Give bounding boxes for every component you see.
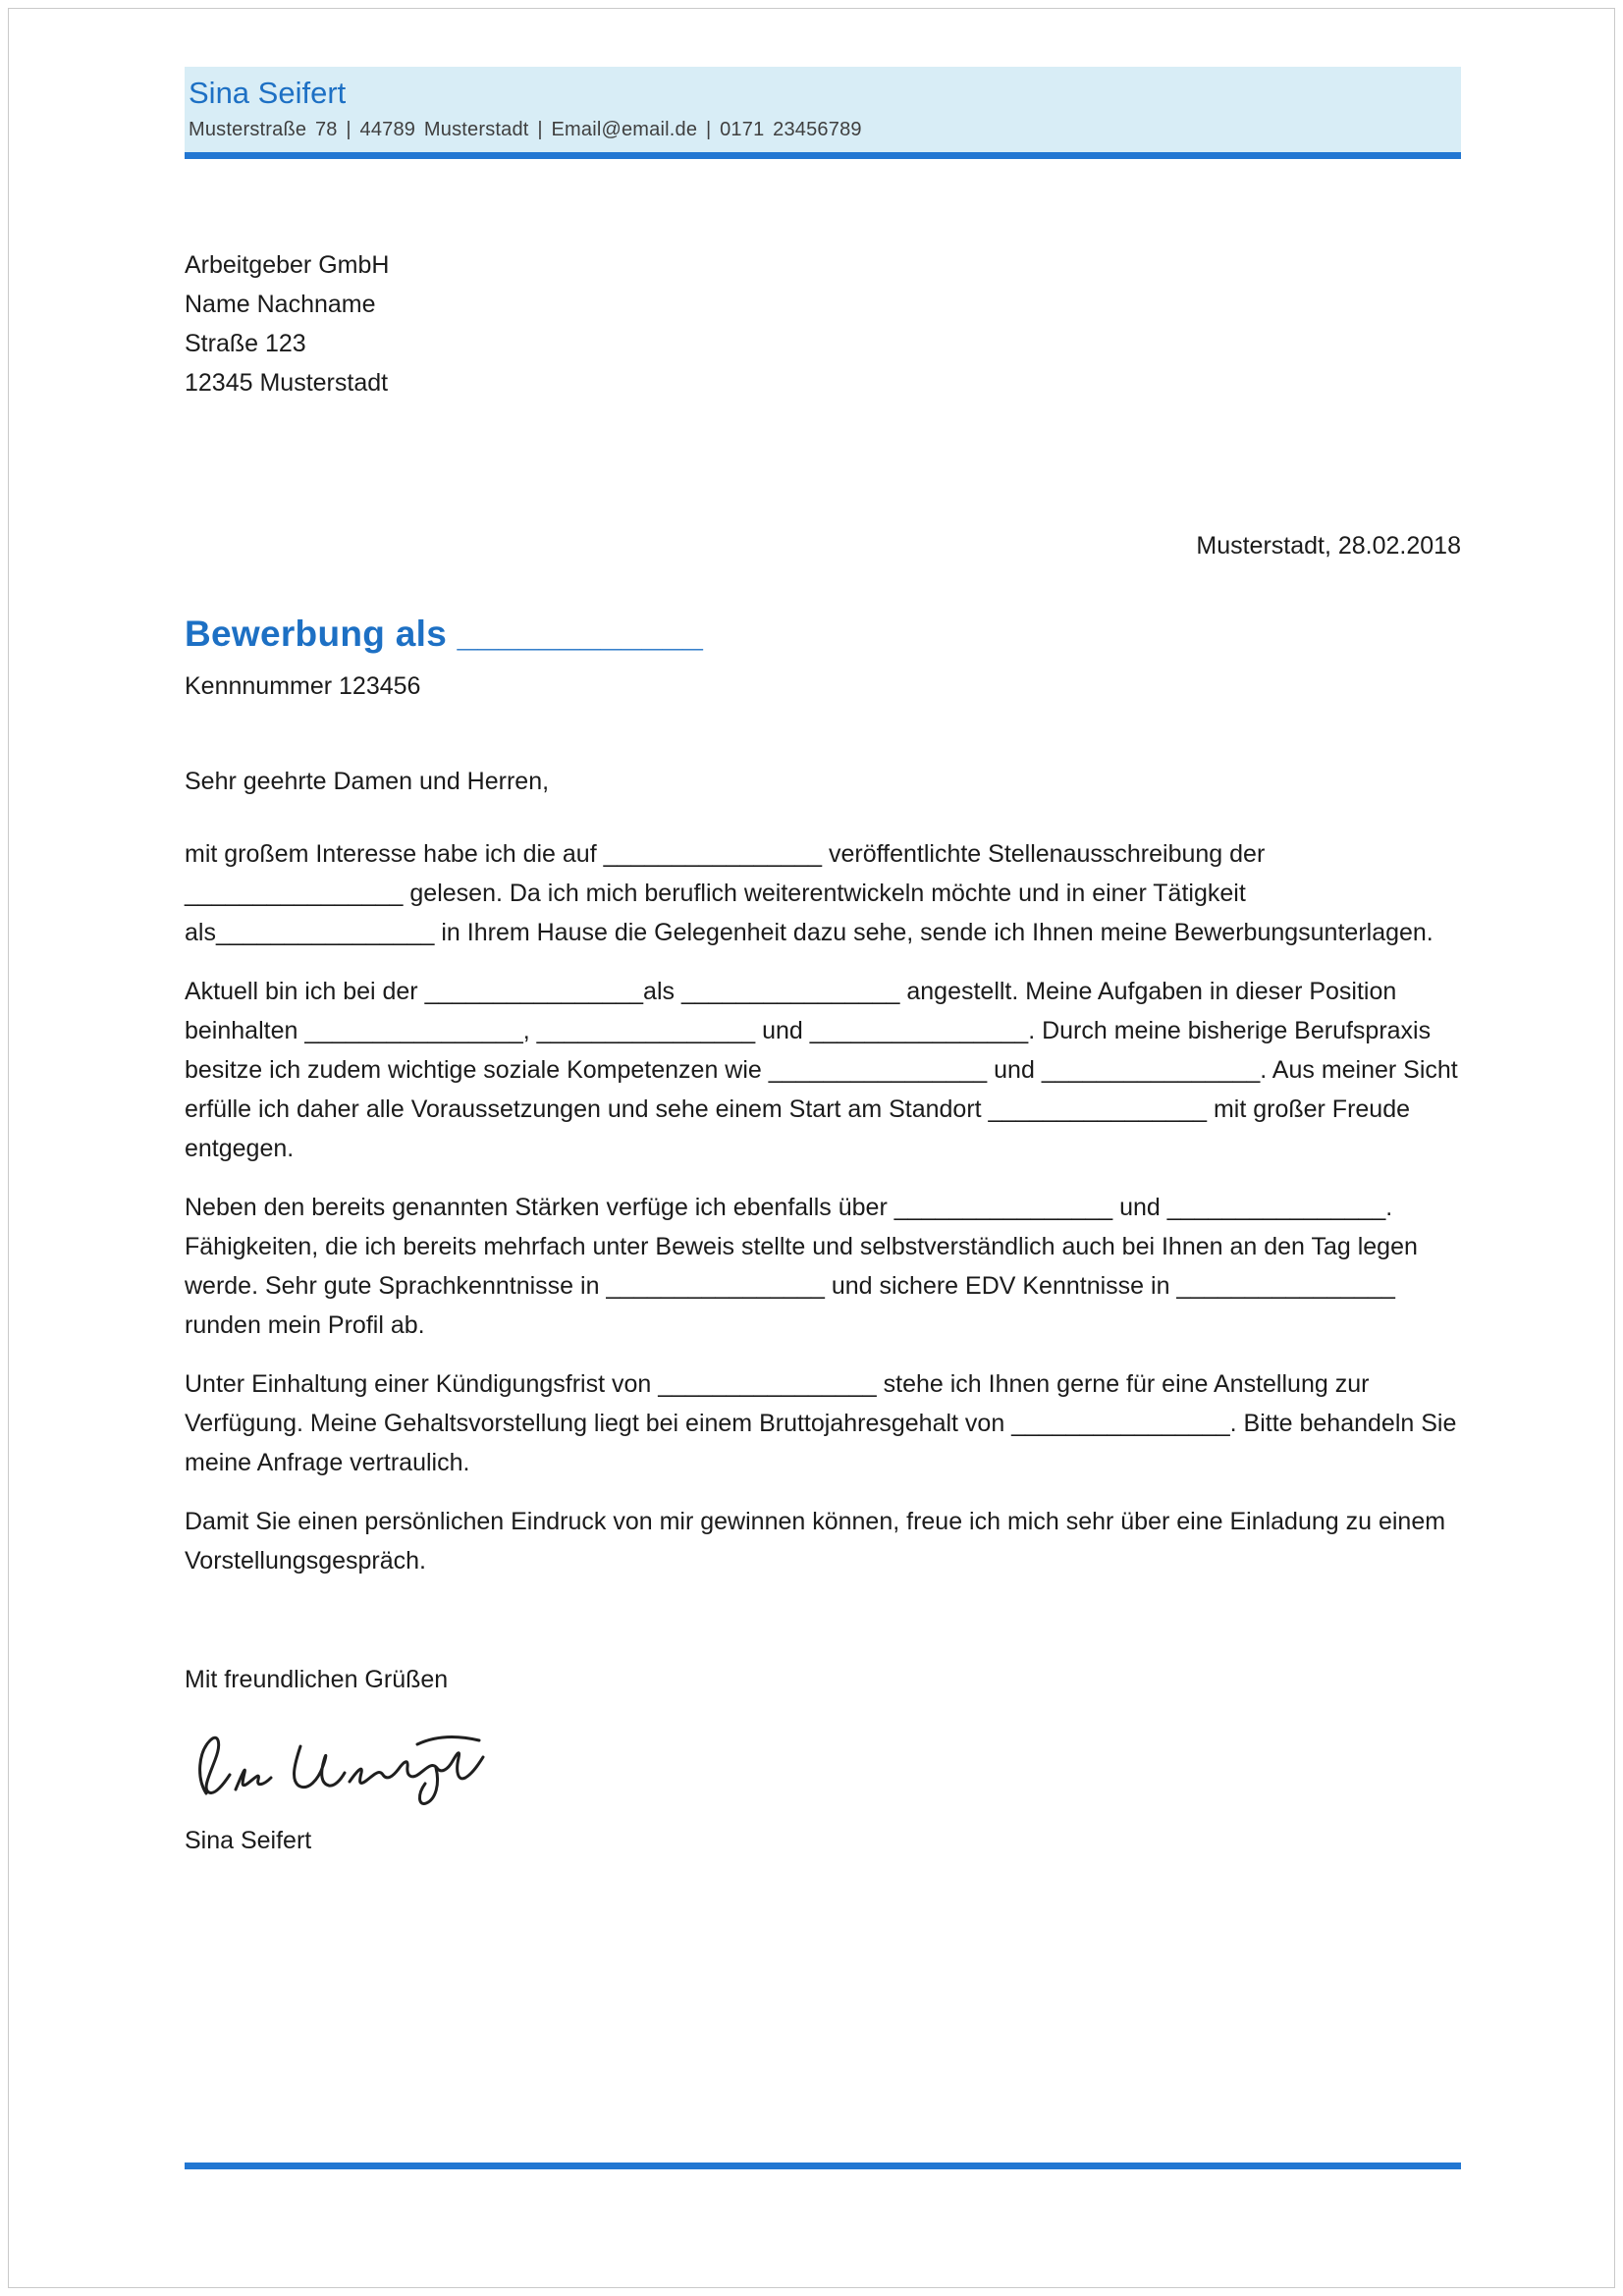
signature-strokes-icon: [185, 1717, 499, 1815]
letter-content: [185, 67, 1461, 1860]
letterhead: [185, 67, 1461, 159]
recipient-line-street: Straße 123: [185, 330, 306, 357]
body-paragraph-1: mit großem Interesse habe ich die auf ________________ veröffentlichte Stellenausschreibung der ________________ gelesen. Da ich mich beruflich weiterentwickeln möchte und in einer Tätigkeit als________________ in Ihrem Hause die Gelegenheit dazu sehe, sende ich Ihnen meine Bewerbungsunterlagen.: [185, 840, 1434, 946]
document-page: [8, 8, 1615, 2288]
recipient-line-name: Name Nachname: [185, 291, 376, 318]
sender-contact-line: Musterstraße 78 | 44789 Musterstadt | Email@email.de | 0171 23456789: [189, 119, 862, 140]
recipient-line-city: 12345 Musterstadt: [185, 369, 389, 397]
body-paragraph-5: Damit Sie einen persönlichen Eindruck von mir gewinnen können, freue ich mich sehr über eine Einladung zu einem Vorstellungsgespräch.: [185, 1508, 1446, 1575]
body-paragraph-4: Unter Einhaltung einer Kündigungsfrist von ________________ stehe ich Ihnen gerne für eine Anstellung zur Verfügung. Meine Gehaltsvorstellung liegt bei einem Bruttojahresgehalt von ________________. Bitte behandeln Sie meine Anfrage vertraulich.: [185, 1370, 1457, 1476]
footer-rule: [185, 2163, 1461, 2169]
salutation: Sehr geehrte Damen und Herren,: [185, 768, 550, 795]
closing-line: Mit freundlichen Grüßen: [185, 1666, 449, 1693]
handwritten-signature: [185, 1717, 1461, 1815]
date-line: Musterstadt, 28.02.2018: [1196, 532, 1461, 560]
reference-line: Kennnummer 123456: [185, 672, 421, 700]
subject-heading: Bewerbung als ____________: [185, 614, 704, 654]
body-paragraph-2: Aktuell bin ich bei der ________________als ________________ angestellt. Meine Aufgaben in dieser Position beinhalten ________________, ________________ und ________________. Durch meine bisherige Berufspraxis besitze ich zudem wichtige soziale Kompetenzen wie ________________ und ________________. Aus meiner Sicht erfülle ich daher alle Voraussetzungen und sehe einem Start am Standort ________________ mit großer Freude entgegen.: [185, 978, 1458, 1162]
signature-name: Sina Seifert: [185, 1827, 312, 1854]
sender-name: Sina Seifert: [189, 76, 347, 110]
body-paragraph-3: Neben den bereits genannten Stärken verfüge ich ebenfalls über ________________ und ________________. Fähigkeiten, die ich bereits mehrfach unter Beweis stellte und selbstverständlich auch bei Ihnen an den Tag legen werde. Sehr gute Sprachkenntnisse in ________________ und sichere EDV Kenntnisse in ________________ runden mein Profil ab.: [185, 1194, 1418, 1339]
recipient-address: [185, 245, 1461, 402]
recipient-line-company: Arbeitgeber GmbH: [185, 251, 390, 279]
